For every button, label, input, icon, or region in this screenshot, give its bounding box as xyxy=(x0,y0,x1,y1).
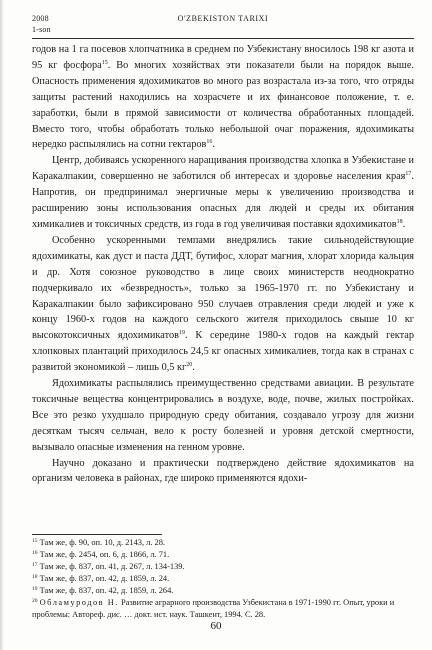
footnote-author: Обламуродов Н. xyxy=(39,598,119,607)
paragraph-text: . xyxy=(402,218,406,230)
footnote-reference: 18 xyxy=(396,218,403,225)
footnote-text: Там же, ф. 837, оп. 42, д. 1859, л. 24. xyxy=(37,574,170,583)
paragraph xyxy=(32,153,414,233)
header-year: 2008 xyxy=(32,14,49,23)
paragraph-text: годов на 1 га посевов хлопчатника в среднем по Узбекистану вносилось 198 кг азота и 95 кг фосфора xyxy=(32,44,414,71)
footnote-number: 20 xyxy=(32,598,38,604)
footnote xyxy=(32,537,414,549)
page-number: 60 xyxy=(210,620,222,632)
paragraph-text: . К середине 1980-х годов на каждый гектар хлопковых плантаций приходилось 24,5 кг опасных химикалиев, тогда как в странах с развитой экономикой – лишь 0,5 кг xyxy=(32,330,414,374)
footnote-text: Развитие аграрного производства Узбекистана в 1971-1990 гг. Опыт, уроки и проблемы: Автореф. дис. … докт. ист. наук. Ташкент, 1994. С. 28. xyxy=(32,598,395,619)
footnote-number: 18 xyxy=(32,574,38,580)
footnote-number: 15 xyxy=(32,538,38,544)
footnote-reference: 20 xyxy=(186,362,193,369)
footnote-reference: 16 xyxy=(206,139,213,146)
paragraph xyxy=(32,376,414,456)
footnote-text: Там же, ф. 837, оп. 41, д. 267, л. 134-139. xyxy=(37,562,185,571)
footnote-reference: 19 xyxy=(178,330,185,337)
body-text xyxy=(32,42,414,487)
footnote-rule xyxy=(32,534,162,535)
footnote xyxy=(32,549,414,561)
paragraph-text: . xyxy=(192,362,195,374)
footnote xyxy=(32,573,414,585)
scan-edge-shadow xyxy=(0,0,4,650)
paragraph xyxy=(32,233,414,376)
header-issue: 1-son xyxy=(32,25,51,34)
paragraph-text: Центр, добиваясь ускоренного наращивания производства хлопка в Узбекистане и Каракалпакии, совершенно не заботился об интересах и здоровье населения края xyxy=(32,155,414,183)
footnote-text: Там же, ф. 837, оп. 42, д. 1859, л. 264. xyxy=(37,586,174,595)
footnote-text: Там же, ф. 2454, оп. 6, д. 1866, л. 71. xyxy=(37,550,170,559)
footnote-reference: 17 xyxy=(405,171,412,178)
footnote-reference: 15 xyxy=(101,59,108,66)
paragraph-text: . Во многих хозяйствах эти показатели были на порядок выше. Опасность применения ядохимикатов во много раз возрастала из-за того, что отряды защиты растений находились на хозрасчете и их финансовое положение, т. е. заработки, были в прямой зависимости от количества обработанных площадей. Вместо того, чтобы обработать только небольшой очаг поражения, ядохимикаты нередко распылялись на сотни гектаров xyxy=(32,59,414,151)
footnote xyxy=(32,561,414,573)
footnote xyxy=(32,585,414,597)
footnote-number: 16 xyxy=(32,550,38,556)
footnote-number: 19 xyxy=(32,586,38,592)
paragraph xyxy=(32,42,414,153)
header-rule xyxy=(32,38,414,39)
paragraph-text: Особенно ускоренными темпами внедрялись такие сильнодействующие ядохимикаты, как дуст и паста ДДТ, бутифос, хлорат магния, хлорат хлорида кальция и др. Хотя союзное руководство в лице своих министерств неоднократно подчеркивало их «безвредность», только за 1965-1970 гг. по Узбекистану и Каракалпакии было зафиксировано 950 случаев отравления среди людей и уже к концу 1960-х годов на каждого сельского жителя приходилось свыше 10 кг высокотоксичных ядохимикатов xyxy=(32,234,414,342)
footnote xyxy=(32,597,414,621)
footnote-number: 17 xyxy=(32,562,38,568)
paragraph-text: Ядохимикаты распылялись преимущественно средствами авиации. В результате токсичные вещества концентрировались в воздухе, воде, почве, жилых постройках. Все это резко ухудшало природную среду обитания, создавало угрозу для жизни десяткам тысяч сельчан, вело к росту болезней и уровня детской смертности, вызывало опасные изменения на генном уровне. xyxy=(32,378,414,453)
paragraph-text: Научно доказано и практически подтверждено действие ядохимикатов на организм человека в районах, где широко применяются ядохи- xyxy=(32,457,414,485)
paragraph xyxy=(32,456,414,488)
paragraph-text: . Напротив, он предпринимал энергичные меры к увеличению производства и расширению зоны использования опасных для людей и среды их обитания химикалиев и токсичных средств, из года в год увеличивая поставки ядохимикатов xyxy=(32,171,414,230)
header-journal-title: O'ZBEKISTON TARIXI xyxy=(177,14,269,23)
running-header xyxy=(32,14,414,38)
footnotes xyxy=(32,537,414,621)
footnote-text: Там же, ф. 90, оп. 10, д. 2143, л. 28. xyxy=(37,538,166,547)
paragraph-text: . xyxy=(212,139,215,151)
